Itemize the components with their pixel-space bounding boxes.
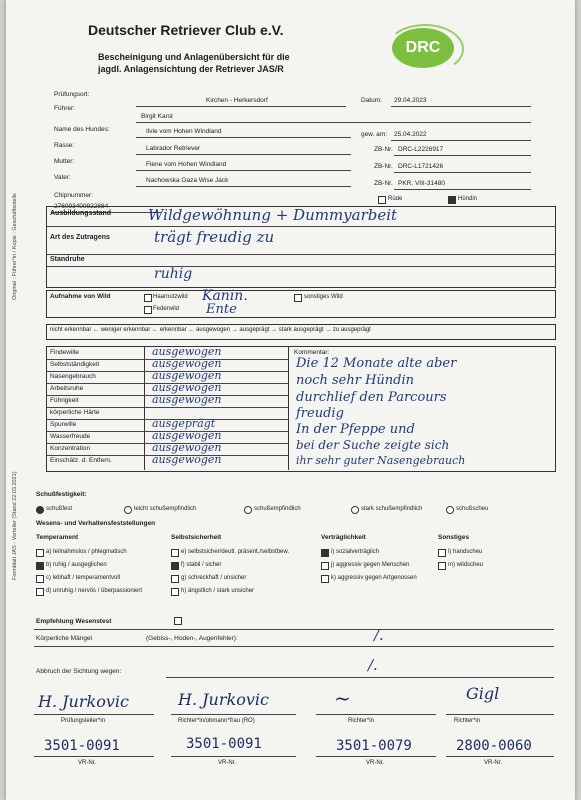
haarwild-checkbox[interactable] bbox=[144, 294, 152, 302]
kommentar-line: durchlief den Parcours bbox=[296, 390, 447, 405]
vr-number: 3501-0091 bbox=[44, 738, 120, 754]
schuss-option: schußfest bbox=[46, 506, 73, 512]
vertrag-item: i) sozialverträglich bbox=[331, 549, 380, 555]
trait-label: körperliche Härte bbox=[50, 409, 100, 416]
temperament-c-checkbox[interactable] bbox=[36, 575, 44, 583]
signature-pruefungsleiter: H. Jurkovic bbox=[38, 692, 129, 711]
abbruch-label: Abbruch der Sichtung wegen: bbox=[36, 668, 122, 675]
schussfest-radio[interactable] bbox=[36, 506, 44, 514]
kommentar-line: Die 12 Monate alte aber bbox=[296, 356, 457, 371]
signature-role: Richter*in bbox=[454, 718, 481, 724]
temperament-label: Temperament bbox=[36, 534, 79, 541]
empfehlung-checkbox[interactable] bbox=[174, 617, 182, 625]
standruhe-label: Standruhe bbox=[50, 256, 85, 263]
temperament-d-checkbox[interactable] bbox=[36, 588, 44, 596]
datum-label: Datum: bbox=[361, 97, 382, 104]
signature-role: Richter*in bbox=[348, 718, 375, 724]
zutragen-value: trägt freudig zu bbox=[154, 228, 275, 246]
trait-label: Wasserfreude bbox=[50, 433, 91, 440]
trait-value: ausgewogen bbox=[152, 441, 222, 454]
schussempfindlich-radio[interactable] bbox=[244, 506, 252, 514]
chip-label: Chipnummer: bbox=[54, 192, 94, 199]
vr-label: VR-Nr. bbox=[218, 760, 236, 766]
temperament-item: c) lebhaft / temperamentvoll bbox=[46, 575, 121, 581]
trait-label: Konzentration bbox=[50, 445, 91, 452]
haarwild-value: Kanin. bbox=[202, 288, 248, 304]
sonst-item: l) handscheu bbox=[448, 549, 483, 555]
side-text-top: Original : Führer*in / Kopie : Geschäftsstelle bbox=[12, 193, 18, 300]
selbst-item: g) schreckhaft / unsicher bbox=[181, 575, 247, 581]
rasse-label: Rasse: bbox=[54, 142, 75, 149]
schuss-option: schußscheu bbox=[456, 506, 489, 512]
schuss-option: leicht schußempfindlich bbox=[134, 506, 197, 512]
temperament-a-checkbox[interactable] bbox=[36, 549, 44, 557]
ausbildung-value: Wildgewöhnung + Dummyarbeit bbox=[148, 206, 398, 224]
vertrag-k-checkbox[interactable] bbox=[321, 575, 329, 583]
kommentar-line: noch sehr Hündin bbox=[296, 373, 415, 388]
vr-label: VR-Nr. bbox=[78, 760, 96, 766]
vater-label: Vater: bbox=[54, 174, 71, 181]
trait-value: ausgewogen bbox=[152, 381, 222, 394]
huendin-label: Hündin bbox=[458, 196, 478, 202]
schussscheu-radio[interactable] bbox=[446, 506, 454, 514]
selbst-g-checkbox[interactable] bbox=[171, 575, 179, 583]
pruefungsort-label: Prüfungsort: bbox=[54, 91, 90, 98]
huendin-checkbox[interactable] bbox=[448, 196, 456, 204]
selbst-h-checkbox[interactable] bbox=[171, 588, 179, 596]
schuss-label: Schußfestigkeit: bbox=[36, 491, 87, 498]
sonstiges-wild-checkbox[interactable] bbox=[294, 294, 302, 302]
sonstiges-label: Sonstiges bbox=[438, 534, 470, 541]
pruefungsort-value: Kirchen - Herkersdorf bbox=[206, 97, 268, 104]
chip-value: 276093400922884 bbox=[54, 203, 109, 210]
kommentar-line: freudig bbox=[296, 406, 344, 421]
selbstsicherheit-label: Selbstsicherheit bbox=[171, 534, 222, 541]
maengel-value: /. bbox=[374, 626, 384, 644]
gew-value: 25.04.2022 bbox=[394, 131, 427, 138]
abbruch-value: /. bbox=[368, 656, 378, 674]
trait-value: ausgewogen bbox=[152, 357, 222, 370]
zb-vater-value: PKR. VIII-31480 bbox=[398, 180, 445, 187]
zb-label: ZB-Nr. bbox=[374, 146, 393, 153]
club-title: Deutscher Retriever Club e.V. bbox=[88, 22, 284, 38]
zb-mutter-value: DRC-L1721426 bbox=[398, 163, 444, 170]
kommentar-line: bei der Suche zeigte sich bbox=[296, 438, 450, 452]
leicht-schussempfindlich-radio[interactable] bbox=[124, 506, 132, 514]
zb-vater-label: ZB-Nr. bbox=[374, 180, 393, 187]
kommentar-line: ihr sehr guter Nasengebrauch bbox=[296, 454, 466, 467]
wesen-label: Wesens- und Verhaltensfeststellungen bbox=[36, 520, 156, 527]
selbst-item: f) stabil / sicher bbox=[181, 562, 222, 568]
selbst-f-checkbox[interactable] bbox=[171, 562, 179, 570]
ausbildung-label: Ausbildungsstand bbox=[50, 210, 112, 217]
ruede-checkbox[interactable] bbox=[378, 196, 386, 204]
form-subtitle-2: jagdl. Anlagensichtung der Retriever JAS/R bbox=[98, 64, 284, 74]
rasse-value: Labrador Retriever bbox=[146, 145, 201, 152]
stark-schussempfindlich-radio[interactable] bbox=[351, 506, 359, 514]
selbst-e-checkbox[interactable] bbox=[171, 549, 179, 557]
temperament-item: b) ruhig / ausgeglichen bbox=[46, 562, 107, 568]
zb-value: DRC-L2226917 bbox=[398, 146, 444, 153]
signature-role: Richter*in/obmann*frau (RO) bbox=[178, 718, 255, 724]
trait-label: Selbstständigkeit bbox=[50, 361, 100, 368]
empfehlung-label: Empfehlung Wesenstest bbox=[36, 618, 112, 625]
federwild-checkbox[interactable] bbox=[144, 306, 152, 314]
sonst-m-checkbox[interactable] bbox=[438, 562, 446, 570]
vr-number: 2800-0060 bbox=[456, 738, 532, 754]
standruhe-value: ruhig bbox=[154, 266, 193, 282]
schuss-option: schußempfindlich bbox=[254, 506, 301, 512]
fuehrer-value: Birgit Karst bbox=[141, 113, 173, 120]
kommentar-line: In der Pfeppe und bbox=[296, 422, 415, 437]
trait-value: ausgewogen bbox=[152, 369, 222, 382]
certificate-sheet bbox=[6, 0, 575, 800]
temperament-b-checkbox[interactable] bbox=[36, 562, 44, 570]
vertraeglichkeit-label: Verträglichkeit bbox=[321, 534, 366, 541]
vr-number: 3501-0079 bbox=[336, 738, 412, 754]
wild-label: Aufnahme von Wild bbox=[50, 293, 111, 300]
vertrag-item: j) aggressiv gegen Menschen bbox=[331, 562, 410, 568]
trait-label: Arbeitsruhe bbox=[50, 385, 84, 392]
trait-value: ausgewogen bbox=[152, 345, 222, 358]
scale-text: nicht erkennbar ← weniger erkennbar ← erkennbar ← ausgewogen → ausgeprägt → stark ausgeprägt → zu ausgeprägt bbox=[50, 327, 371, 333]
selbst-item: h) ängstlich / stark unsicher bbox=[181, 588, 255, 594]
selbst-item: e) selbstsicher/deutl. präsent,/selbstbew. bbox=[181, 549, 290, 555]
vertrag-j-checkbox[interactable] bbox=[321, 562, 329, 570]
signature-richterobmann: H. Jurkovic bbox=[178, 690, 269, 709]
vertrag-item: k) aggressiv gegen Artgenossen bbox=[331, 575, 417, 581]
trait-value: ausgewogen bbox=[152, 453, 222, 466]
maengel-hint: (Gebiss-, Hoden-, Augenfehler): bbox=[146, 635, 238, 642]
temperament-item: a) teilnahmslos / phlegmatisch bbox=[46, 549, 127, 555]
gew-label: gew. am: bbox=[361, 131, 388, 138]
side-text-bottom: Formblatt JAS - Verteiler (Stand 22.03.2021) bbox=[12, 471, 18, 580]
signature-richter-2: Gigl bbox=[466, 684, 500, 703]
fuehrer-label: Führer: bbox=[54, 105, 75, 112]
hund-value: Ilvie vom Hohen Windland bbox=[146, 128, 222, 135]
trait-label: Nasengebrauch bbox=[50, 373, 96, 380]
haarwild-label: Haarnutzwild bbox=[153, 294, 188, 300]
sonstiges-wild-label: sonstiges Wild bbox=[304, 294, 343, 300]
sonst-item: m) wildscheu bbox=[448, 562, 484, 568]
trait-label: Einschätz. d. Entfern. bbox=[50, 457, 112, 464]
form-subtitle-1: Bescheinigung und Anlagenübersicht für die bbox=[98, 52, 290, 62]
maengel-label: Körperliche Mängel bbox=[36, 635, 93, 642]
vertrag-i-checkbox[interactable] bbox=[321, 549, 329, 557]
mutter-value: Fiene vom Hohen Windland bbox=[146, 161, 227, 168]
federwild-label: Federwild bbox=[153, 306, 180, 312]
zutragen-label: Art des Zutragens bbox=[50, 234, 110, 241]
signature-richter-1: ~ bbox=[334, 686, 351, 710]
temperament-item: d) unruhig / nervös / überpassioniert bbox=[46, 588, 143, 594]
federwild-value: Ente bbox=[206, 302, 237, 317]
trait-label: Findewille bbox=[50, 349, 79, 356]
zb-mutter-label: ZB-Nr. bbox=[374, 163, 393, 170]
vr-label: VR-Nr. bbox=[366, 760, 384, 766]
sonst-l-checkbox[interactable] bbox=[438, 549, 446, 557]
hund-label: Name des Hundes: bbox=[54, 126, 110, 133]
trait-label: Spurwille bbox=[50, 421, 77, 428]
datum-value: 29.04.2023 bbox=[394, 97, 427, 104]
mutter-label: Mutter: bbox=[54, 158, 75, 165]
trait-value: ausgeprägt bbox=[152, 417, 216, 430]
schuss-option: stark schußempfindlich bbox=[361, 506, 423, 512]
drc-logo: DRC bbox=[392, 28, 454, 68]
trait-value: ausgewogen bbox=[152, 429, 222, 442]
vater-value: Nachowska Oaza Wise Jack bbox=[146, 177, 229, 184]
ruede-label: Rüde bbox=[388, 196, 403, 202]
vr-label: VR-Nr. bbox=[484, 760, 502, 766]
signature-role: Prüfungsleiter*in bbox=[61, 718, 106, 724]
kommentar-label: Kommentar: bbox=[294, 349, 330, 356]
vr-number: 3501-0091 bbox=[186, 736, 262, 752]
trait-label: Führigkeit bbox=[50, 397, 79, 404]
trait-value: ausgewogen bbox=[152, 393, 222, 406]
